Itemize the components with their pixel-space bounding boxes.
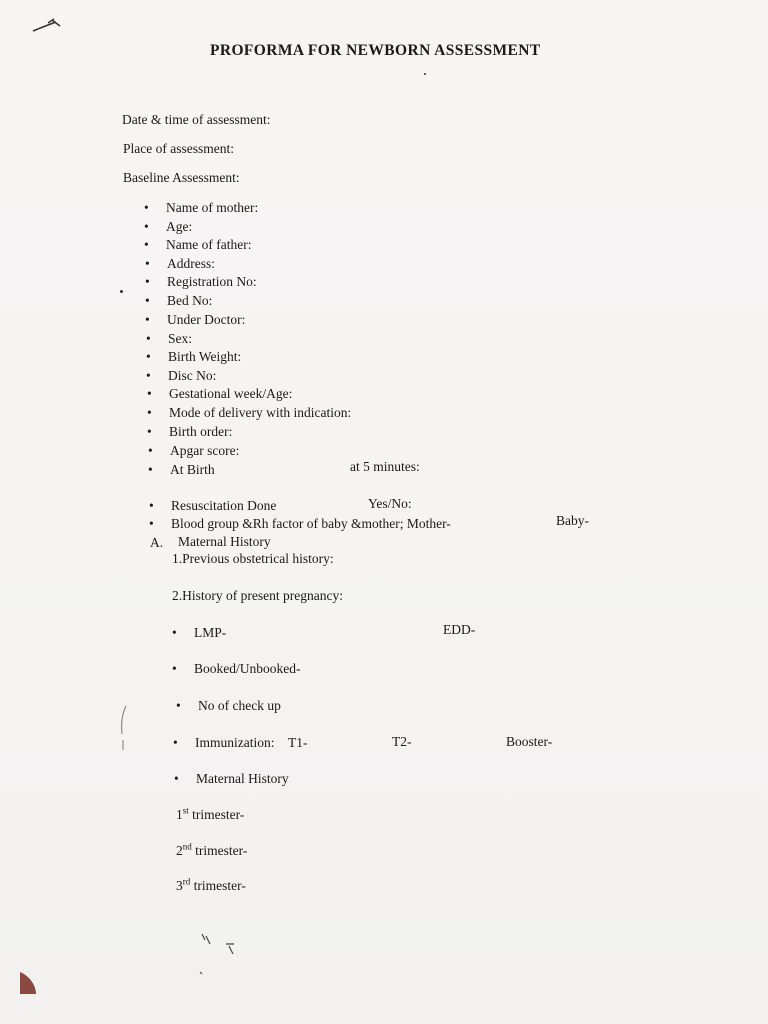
- obstetrical-history: 1.Previous obstetrical history:: [172, 551, 334, 566]
- item-booked-unbooked: • Booked/Unbooked-: [194, 661, 300, 677]
- immunization-t2: T2-: [392, 734, 412, 749]
- corner-fold-mark: [18, 970, 38, 996]
- item-mode-of-delivery: • Mode of delivery with indication:: [169, 405, 351, 421]
- trimester-1: 1st trimester-: [176, 805, 245, 822]
- trimester-3: 3rd trimester-: [176, 876, 246, 893]
- bottom-scribble-mark: [196, 930, 242, 978]
- trimester-2: 2nd trimester-: [176, 841, 248, 858]
- item-birth-weight: • Birth Weight:: [168, 349, 241, 365]
- stray-dot: [120, 290, 123, 293]
- item-immunization: • Immunization:: [195, 735, 274, 751]
- apgar-5-minutes: at 5 minutes:: [350, 459, 420, 474]
- item-gestational-age: • Gestational week/Age:: [169, 386, 292, 402]
- item-blood-group: • Blood group &Rh factor of baby &mother; Mother-: [171, 516, 451, 532]
- section-a-heading: Maternal History: [178, 534, 271, 549]
- immunization-t1: T1-: [288, 735, 308, 750]
- item-lmp: • LMP-: [194, 625, 226, 641]
- item-name-of-mother: • Name of mother:: [166, 200, 258, 216]
- item-address: • Address:: [167, 256, 215, 272]
- place-field: Place of assessment:: [123, 141, 234, 156]
- baseline-heading: Baseline Assessment:: [123, 170, 240, 185]
- resuscitation-yes-no: Yes/No:: [368, 496, 412, 511]
- item-at-birth: • At Birth: [170, 462, 215, 478]
- margin-pencil-mark: [118, 704, 130, 752]
- present-pregnancy-history: 2.History of present pregnancy:: [172, 588, 343, 603]
- stray-dot: [424, 73, 426, 75]
- item-resuscitation: • Resuscitation Done: [171, 498, 276, 514]
- blood-group-baby: Baby-: [556, 513, 589, 528]
- item-age: • Age:: [166, 219, 192, 235]
- item-no-of-checkup: • No of check up: [198, 698, 281, 714]
- section-a-letter: A.: [150, 535, 164, 550]
- date-time-field: Date & time of assessment:: [122, 112, 271, 127]
- pen-scribble-mark: [30, 14, 70, 36]
- item-name-of-father: • Name of father:: [166, 237, 251, 253]
- item-under-doctor: • Under Doctor:: [167, 312, 245, 328]
- edd-label: EDD-: [443, 622, 476, 637]
- item-bed-no: • Bed No:: [167, 293, 212, 309]
- item-maternal-history: • Maternal History: [196, 771, 289, 787]
- item-disc-no: • Disc No:: [168, 368, 216, 384]
- page-title: PROFORMA FOR NEWBORN ASSESSMENT: [210, 42, 541, 59]
- item-birth-order: • Birth order:: [169, 424, 232, 440]
- immunization-booster: Booster-: [506, 734, 553, 749]
- item-apgar-score: • Apgar score:: [170, 443, 239, 459]
- item-registration-no: • Registration No:: [167, 274, 257, 290]
- item-sex: • Sex:: [168, 331, 192, 347]
